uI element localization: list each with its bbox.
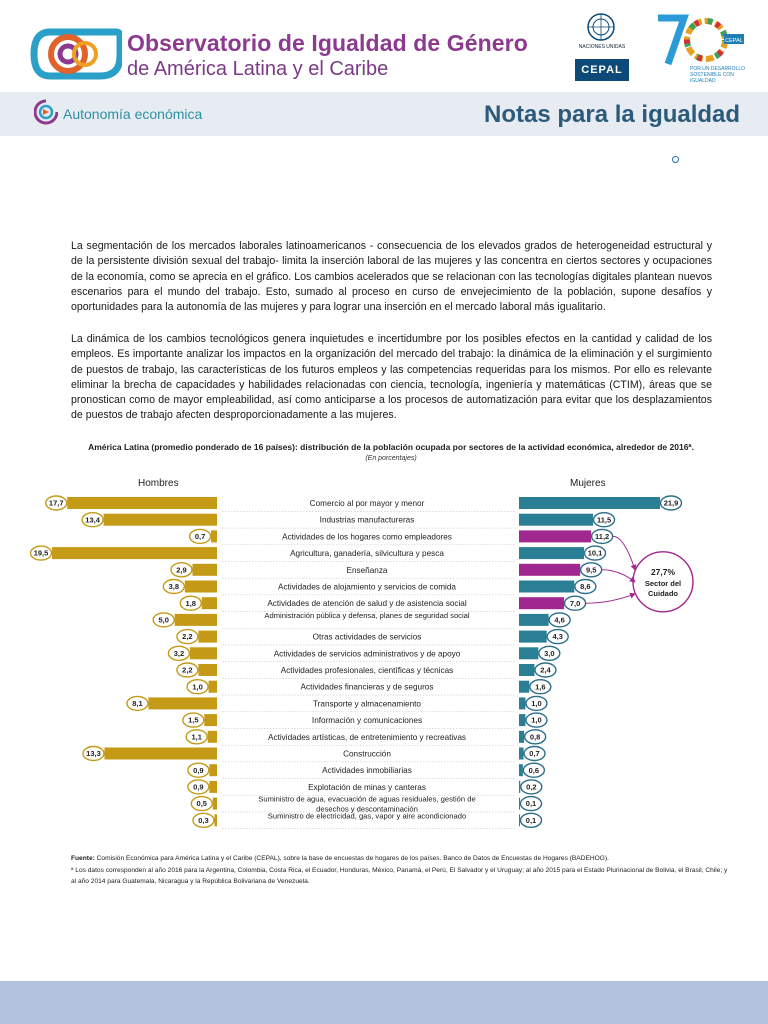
source-footnote: [71, 854, 731, 865]
data-label-mujeres: 1,6: [535, 682, 546, 692]
bar-hombres: [148, 697, 217, 709]
footer-band: [0, 981, 768, 1024]
data-label-hombres: 0,3: [198, 815, 209, 825]
bar-mujeres: [519, 748, 524, 760]
sector-distribution-chart: [0, 466, 768, 846]
bar-hombres: [209, 764, 217, 776]
bar-mujeres: [519, 664, 534, 676]
chart-title: América Latina (promedio ponderado de 16 países): distribución de la población ocupada por sectores de la actividad económica, alrededor de 2016ª.: [88, 442, 694, 452]
source-text: Comisión Económica para América Latina y el Caribe (CEPAL), sobre la base de encuestas de hogares de los países. Banco de Datos de Encuestas de Hogares (BADEHOG).: [94, 855, 609, 862]
care-sector-arrow: [602, 570, 635, 582]
un-emblem-icon: [584, 10, 618, 44]
bar-hombres: [204, 714, 217, 726]
bar-hombres: [185, 581, 217, 593]
bar-hombres: [208, 731, 217, 743]
category-label: Suministro de agua, evacuación de aguas residuales, gestión de: [258, 794, 476, 804]
category-label: Actividades de atención de salud y de asistencia social: [267, 599, 467, 609]
category-label: Otras actividades de servicios: [312, 632, 422, 642]
category-label: Actividades profesionales, científicas y técnicas: [280, 666, 454, 675]
bar-mujeres: [519, 547, 584, 559]
data-label-hombres: 5,0: [158, 615, 169, 625]
bar-hombres: [209, 781, 217, 793]
data-label-mujeres: 11,2: [595, 532, 610, 541]
banner-section-label: Autonomía económica: [63, 106, 203, 122]
data-label-hombres: 0,9: [193, 765, 204, 775]
bar-mujeres: [519, 731, 524, 743]
category-label: Comercio al por mayor y menor: [309, 499, 425, 508]
observatory-title: Observatorio de Igualdad de Género: [127, 30, 528, 56]
category-label: desechos y descontaminación: [316, 804, 418, 814]
data-label-hombres: 1,5: [188, 715, 199, 725]
data-label-mujeres: 2,4: [540, 665, 551, 675]
bar-hombres: [175, 614, 217, 626]
source-label: Fuente:: [71, 855, 95, 862]
category-label: Suministro de electricidad, gas, vapor y aire acondicionado: [267, 811, 467, 821]
data-label-hombres: 13,4: [85, 515, 100, 525]
bar-hombres: [198, 664, 217, 676]
data-note-footnote: ª Los datos corresponden al año 2016 para la Argentina, Colombia, Costa Rica, el Ecuador, Honduras, México, Panamá, el Perú, El Salvador y el Uruguay; al año 2015 para el Estado Plurinacional de Bolivia, el Brasil, Chile; y al año 2014 para Guatemala, Nicaragua y la República Bolivariana de Venezuela.: [71, 867, 728, 885]
cepal-70-logo-icon: [654, 14, 744, 68]
economic-autonomy-icon: [34, 99, 58, 125]
observatory-logo-icon: [30, 26, 122, 82]
category-label: Industrias manufactureras: [319, 515, 415, 525]
bar-hombres: [104, 748, 217, 760]
data-label-mujeres: 0,2: [526, 782, 537, 792]
data-label-hombres: 3,2: [173, 648, 185, 658]
category-label: Construcción: [343, 749, 391, 759]
bar-hombres: [198, 631, 217, 643]
data-label-mujeres: 4,6: [554, 615, 565, 625]
data-label-hombres: 1,8: [185, 598, 196, 608]
data-label-mujeres: 0,8: [529, 732, 541, 742]
data-label-mujeres: 11,5: [596, 515, 612, 525]
category-label: Actividades de los hogares como empleadores: [282, 532, 452, 542]
category-label: Información y comunicaciones: [311, 716, 423, 726]
bullet-circle-icon: [672, 156, 679, 163]
data-label-hombres: 0,7: [194, 532, 206, 541]
bar-hombres: [211, 530, 217, 542]
bar-mujeres-care: [519, 564, 580, 576]
legend-hombres: Hombres: [138, 478, 179, 489]
category-label: Actividades inmobiliarias: [322, 766, 412, 776]
data-label-mujeres: 0,1: [525, 815, 537, 825]
bar-mujeres: [519, 497, 660, 509]
bar-mujeres: [519, 514, 593, 526]
bar-mujeres: [519, 681, 529, 693]
un-label: NACIONES UNIDAS: [578, 44, 626, 50]
data-label-hombres: 0,9: [193, 782, 204, 792]
data-label-mujeres: 1,0: [531, 715, 542, 725]
data-label-hombres: 3,8: [168, 582, 180, 592]
category-label: Actividades financieras y de seguros: [300, 682, 434, 692]
data-label-mujeres: 8,6: [580, 582, 591, 592]
banner-series-title: Notas para la igualdad: [484, 101, 741, 128]
legend-mujeres: Mujeres: [570, 478, 606, 489]
bar-mujeres: [519, 614, 549, 626]
category-label: Transporte y almacenamiento: [312, 699, 422, 709]
body-paragraph-1: La segmentación de los mercados laborales latinoamericanos - consecuencia de los elevados grados de heterogeneidad estructural y de la persistente división sexual del trabajo- limita la inserción laboral de las mujeres y las concentra en ciertos sectores y ocupaciones de la economía, como se aprecia en el gráfico. Los cambios acelerados que se relacionan con las tecnologías digitales plantean nuevos escenarios para el mundo del trabajo. Esto, sumado al proceso en curso de envejecimiento de la población, supone desafíos y oportunidades para la autonomía de las mujeres y para lograr una inserción en el mercado laboral más igualitario.: [71, 240, 712, 314]
bar-hombres: [52, 547, 217, 559]
data-label-hombres: 19,5: [33, 548, 49, 558]
data-label-hombres: 2,9: [176, 565, 187, 575]
observatory-subtitle: de América Latina y el Caribe: [127, 58, 389, 80]
data-label-mujeres: 4,3: [552, 632, 563, 642]
data-label-hombres: 1,0: [192, 682, 203, 692]
care-sector-arrow: [613, 536, 635, 569]
data-label-mujeres: 9,5: [585, 565, 597, 575]
data-label-mujeres: 0,6: [528, 765, 540, 775]
data-label-hombres: 2,2: [182, 665, 193, 675]
data-label-mujeres: 0,1: [525, 799, 537, 809]
anniversary-badge: CEPAL: [725, 38, 743, 44]
bar-mujeres: [519, 631, 547, 643]
data-label-hombres: 17,7: [48, 498, 64, 508]
bar-hombres: [202, 597, 217, 609]
category-label: Administración pública y defensa, planes de seguridad social: [264, 610, 470, 620]
bar-mujeres-care: [519, 597, 564, 609]
bar-mujeres-care: [519, 530, 591, 542]
header: [0, 0, 768, 92]
bar-hombres: [214, 814, 217, 826]
bar-hombres: [67, 497, 217, 509]
data-label-mujeres: 1,0: [531, 699, 542, 708]
data-label-hombres: 2,2: [182, 632, 193, 642]
cepal-logo: CEPAL: [575, 59, 629, 81]
data-label-mujeres: 10,1: [587, 548, 603, 558]
category-label: Explotación de minas y canteras: [308, 782, 426, 792]
bar-mujeres: [519, 764, 523, 776]
data-label-mujeres: 0,7: [529, 749, 540, 759]
bar-hombres: [190, 647, 217, 659]
category-label: Actividades artísticas, de entretenimiento y recreativas: [268, 732, 466, 742]
category-label: Agricultura, ganadería, silvicultura y pesca: [290, 549, 444, 559]
category-label: Enseñanza: [346, 565, 388, 575]
bar-hombres: [213, 798, 217, 810]
data-label-mujeres: 21,9: [663, 498, 679, 508]
data-label-hombres: 0,5: [196, 799, 207, 809]
anniversary-tagline: POR UN DESARROLLO SOSTENIBLE CON IGUALDAD: [690, 66, 746, 84]
care-sector-arrow: [586, 594, 635, 603]
chart-subtitle: (En porcentajes): [365, 455, 417, 462]
care-sector-total: 27,7%: [650, 566, 676, 577]
care-sector-label: Sector del Cuidado: [644, 578, 682, 598]
bar-mujeres: [519, 647, 538, 659]
data-label-hombres: 8,1: [132, 699, 143, 708]
data-label-mujeres: 7,0: [569, 598, 581, 608]
body-paragraph-2: La dinámica de los cambios tecnológicos genera inquietudes e incertidumbre por los posibles efectos en la cantidad y calidad de los empleos. Es importante analizar los impactos en la organización del mercado del trabajo: la dinámica de la eliminación y el surgimiento de puestos de trabajo, las características de los futuros empleos y las competencias requeridas para los mismos. Por ello es relevante eliminar la brecha de capacidades y habilidades relacionadas con ciencia, tecnología, ingeniería y matemáticas (CTIM), áreas que se pronostican como de mayor empleabilidad, así como anticiparse a los procesos de automatización para evitar que los desplazamientos de puestos de trabajo afecten desproporcionadamente a las mujeres.: [71, 333, 712, 422]
bar-mujeres: [519, 581, 574, 593]
bar-hombres: [209, 681, 217, 693]
data-label-hombres: 13,3: [86, 749, 101, 759]
category-label: Actividades de alojamiento y servicios de comida: [278, 582, 456, 592]
bar-mujeres: [519, 697, 525, 709]
category-label: Actividades de servicios administrativos y de apoyo: [273, 649, 461, 659]
data-label-hombres: 1,1: [191, 732, 202, 742]
data-label-mujeres: 3,0: [544, 648, 555, 658]
bar-hombres: [104, 514, 217, 526]
bar-hombres: [192, 564, 217, 576]
bar-mujeres: [519, 714, 525, 726]
